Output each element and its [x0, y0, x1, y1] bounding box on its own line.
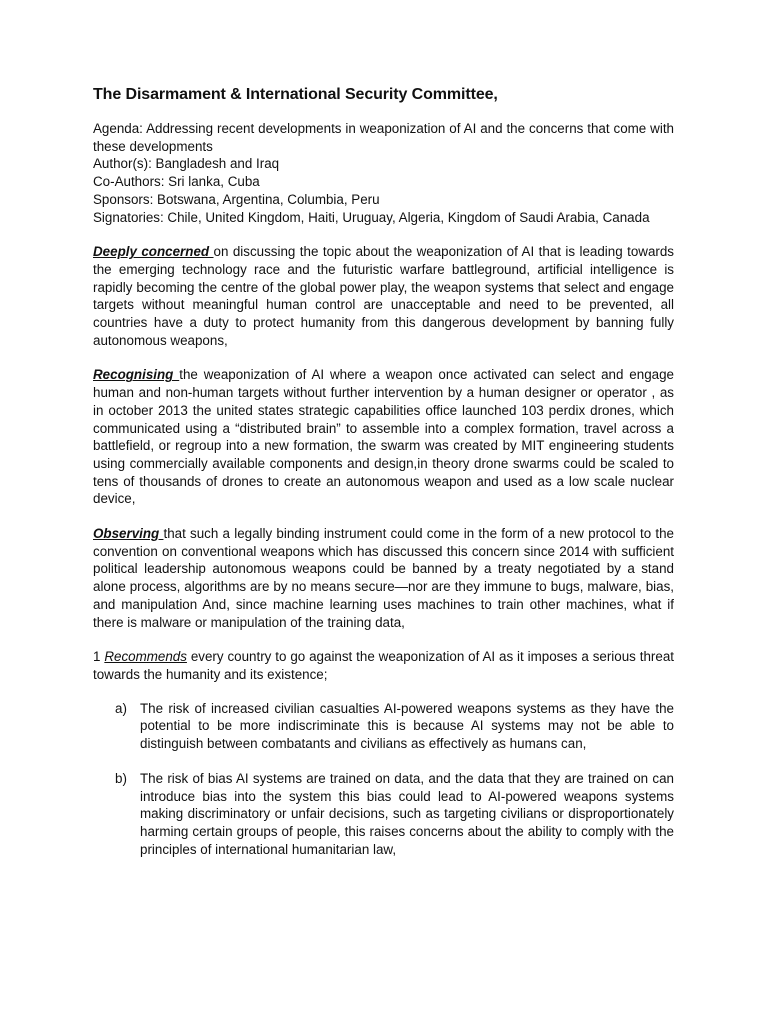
operative-clause-1 [93, 648, 674, 683]
clause-keyword: Observing [93, 526, 164, 542]
sub-clause-a [93, 700, 674, 753]
sub-clause-list [93, 700, 674, 859]
clause-number: 1 [93, 649, 105, 665]
sub-clause-text: The risk of bias AI systems are trained on data, and the data that they are trained on can introduce bias into the system this bias could lead to AI-powered weapons systems making discriminatory or unfair decisions, such as targeting civilians or disproportionately harming certain groups of people, this raises concerns about the ability to comply with the principles of international humanitarian law, [140, 770, 674, 857]
resolution-header [93, 120, 674, 226]
signatories-line: Signatories: Chile, United Kingdom, Haiti, Uruguay, Algeria, Kingdom of Saudi Arabia, Canada [93, 209, 650, 225]
document-page [93, 84, 674, 875]
clause-text: that such a legally binding instrument could come in the form of a new protocol to the convention on conventional weapons which has discussed this concern since 2014 with sufficient political leadership autonomous weapons could be banned by a treaty negotiated by a stand alone process, algorithms are by no means secure—nor are they immune to bugs, malware, bias, and manipulation And, since machine learning uses machines to train other machines, what if there is malware or manipulation of the training data, [93, 526, 675, 630]
sub-clause-marker: b) [115, 770, 127, 786]
sub-clause-b [93, 770, 674, 859]
preambulatory-clause-3 [93, 525, 674, 631]
sponsors-line: Sponsors: Botswana, Argentina, Columbia, Peru [93, 191, 380, 207]
preambulatory-clause-2 [93, 366, 674, 508]
authors-line: Author(s): Bangladesh and Iraq [93, 156, 280, 172]
clause-text: the weaponization of AI where a weapon once activated can select and engage human and non-human targets without further intervention by a human designer or operator , as in october 2013 the united states strategic capabilities office launched 103 perdix drones, which communicated using a “distributed brain” to assemble into a complex formation, travel across a battlefield, or regroup into a new formation, the swarm was created by MIT engineering students using commercially available components and design,in theory drone swarms could be scaled to tens of thousands of drones to create an autonomous weapon and used as a low scale nuclear device, [93, 367, 674, 507]
preambulatory-clause-1 [93, 243, 674, 349]
agenda-line: Agenda: Addressing recent developments in weaponization of AI and the concerns that come with these developments [93, 121, 674, 154]
clause-text: every country to go against the weaponization of AI as it imposes a serious threat towards the humanity and its existence; [93, 649, 674, 682]
sub-clause-marker: a) [115, 700, 127, 716]
clause-keyword: Deeply concerned [93, 244, 214, 260]
sub-clause-text: The risk of increased civilian casualties AI-powered weapons systems as they have the potential to be more indiscriminate this is because AI systems may not be able to distinguish between combatants and civilians as effectively as humans can, [140, 700, 674, 752]
clause-keyword: Recognising [93, 367, 180, 383]
clause-text: on discussing the topic about the weaponization of AI that is leading towards the emerging technology race and the futuristic warfare battleground, artificial intelligence is rapidly becoming the centre of the global power play, the weapon systems that select and engage targets without meaningful human control are unacceptable and need to be prevented, all countries have a duty to protect humanity from this dangerous development by banning fully autonomous weapons, [93, 244, 674, 348]
co-authors-line: Co-Authors: Sri lanka, Cuba [93, 174, 260, 190]
document-title: The Disarmament & International Security Committee, [93, 86, 498, 103]
operative-keyword: Recommends [104, 649, 187, 665]
